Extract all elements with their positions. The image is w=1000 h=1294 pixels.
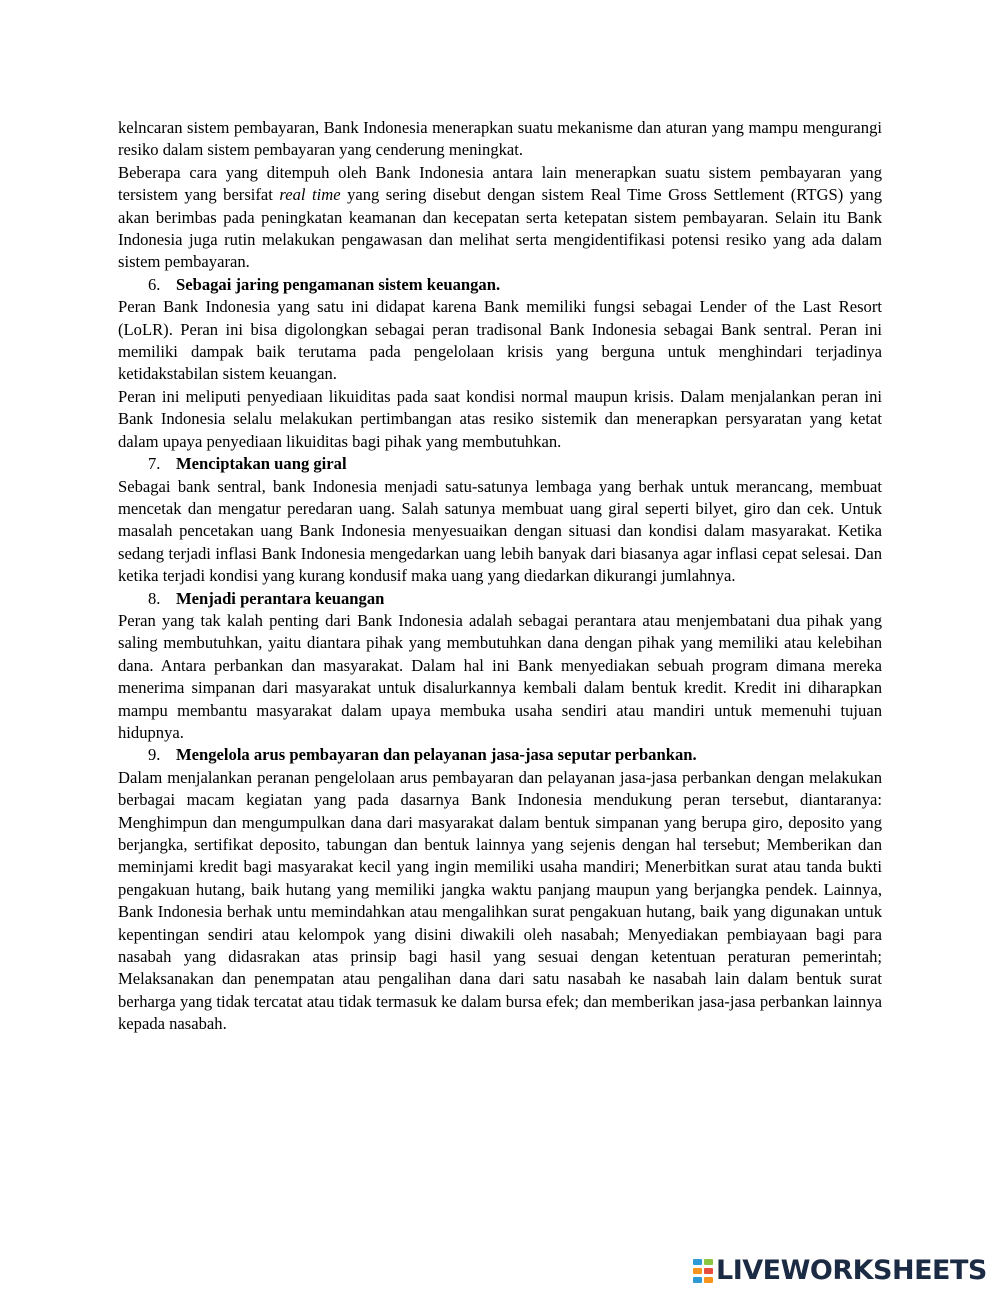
intro-paragraph-2-end: yang sering disebut dengan sistem Real Time Gross Settlement (RTGS) yang akan berimbas pada peningkatan keamanan dan kecepatan serta ketepatan sistem pembayaran. Selain itu Bank Indonesia juga rutin melakukan pengawasan dan melihat serta mengidentifikasi potensi resiko yang ada dalam sistem pembayaran. [118, 185, 882, 272]
section-9-title: Mengelola arus pembayaran dan pelayanan jasa-jasa seputar perbankan. [176, 745, 697, 765]
section-8-heading [118, 588, 882, 610]
section-6 [118, 274, 882, 453]
section-6-title: Sebagai jaring pengamanan sistem keuangan. [176, 274, 501, 294]
section-9-number: 9. [148, 745, 161, 765]
section-8 [118, 588, 882, 745]
section-9-heading [118, 744, 882, 766]
section-6-heading [118, 274, 882, 296]
section-8-number: 8. [148, 588, 161, 608]
logo-square-1 [693, 1259, 702, 1265]
document-body [118, 117, 882, 1036]
logo-square-5 [693, 1277, 702, 1283]
logo-square-2 [704, 1259, 713, 1265]
section-6-paragraph-1: Peran Bank Indonesia yang satu ini didapat karena Bank memiliki fungsi sebagai Lender of the Last Resort (LoLR). Peran ini bisa digolongkan sebagai peran tradisonal Bank Indonesia sebagai Bank sentral. Peran ini memiliki dampak baik terutama pada pengelolaan krisis yang berguna untuk menghindari terjadinya ketidakstabilan sistem keuangan. [118, 297, 882, 384]
liveworksheets-logo[interactable] [693, 1256, 987, 1286]
logo-square-6 [704, 1277, 713, 1283]
intro-paragraph-2 [118, 162, 882, 274]
section-7-number: 7. [148, 454, 161, 474]
section-8-title: Menjadi perantara keuangan [176, 588, 385, 608]
liveworksheets-logo-icon [693, 1258, 713, 1284]
liveworksheets-logo-text: LIVEWORKSHEETS [716, 1255, 987, 1286]
logo-square-3 [693, 1268, 702, 1274]
intro-paragraph-2-start: Beberapa cara yang ditempuh oleh Bank Indonesia antara lain menerapkan suatu sistem pembayaran yang tersistem yang bersifat [118, 162, 882, 205]
section-8-paragraph-1: Peran yang tak kalah penting dari Bank Indonesia adalah sebagai perantara atau menjembatani dua pihak yang saling membutuhkan, yaitu diantara pihak yang membutuhkan dana dengan pihak yang memiliki atau kelebihan dana. Antara perbankan dan masyarakat. Dalam hal ini Bank menyediakan sebuah program dimana mereka menerima simpanan dari masyarakat untuk disalurkannya kembali dalam bentuk kredit. Kredit ini diharapkan mampu membantu masyarakat dalam upaya membuka usaha sendiri atau mandiri untuk memenuhi tujuan hidupnya. [118, 610, 882, 742]
section-9 [118, 744, 882, 1035]
logo-square-4 [704, 1268, 713, 1274]
section-7-heading [118, 453, 882, 475]
section-6-number: 6. [148, 274, 161, 294]
section-7-title: Menciptakan uang giral [176, 454, 347, 474]
intro-paragraph-2-italic: real time [279, 185, 341, 205]
section-7 [118, 453, 882, 587]
section-7-paragraph-1: Sebagai bank sentral, bank Indonesia menjadi satu-satunya lembaga yang berhak untuk merancang, membuat mencetak dan mengatur peredaran uang. Salah satunya membuat uang giral seperti bilyet, giro dan cek. Untuk masalah pencetakan uang Bank Indonesia menyesuaikan dengan situasi dan kondisi dalam masyarakat. Ketika sedang terjadi inflasi Bank Indonesia mengedarkan uang lebih banyak dari biasanya agar inflasi cepat selesai. Dan ketika terjadi kondisi yang kurang kondusif maka uang yang diedarkan dikurangi jumlahnya. [118, 476, 882, 586]
intro-paragraph-1: kelncaran sistem pembayaran, Bank Indonesia menerapkan suatu mekanisme dan aturan yang mampu mengurangi resiko dalam sistem pembayaran yang cenderung meningkat. [118, 118, 882, 160]
section-6-paragraph-2: Peran ini meliputi penyediaan likuiditas pada saat kondisi normal maupun krisis. Dalam menjalankan peran ini Bank Indonesia selalu melakukan pertimbangan atas resiko sistemik dan menerapkan persyaratan yang ketat dalam upaya penyediaan likuiditas bagi pihak yang membutuhkan. [118, 386, 882, 451]
section-9-paragraph-1: Dalam menjalankan peranan pengelolaan arus pembayaran dan pelayanan jasa-jasa perbankan dengan melakukan berbagai macam kegiatan yang pada dasarnya Bank Indonesia mendukung peran tersebut, diantaranya: Menghimpun dan mengumpulkan dana dari masyarakat dalam bentuk simpanan yang berupa giro, deposito yang berjangka, sertifikat deposito, tabungan dan bentuk lainnya yang sejenis dengan hal tersebut; Memberikan dan meminjami kredit bagi masyarakat kecil yang ingin memiliki usaha mandiri; Menerbitkan surat atau tanda bukti pengakuan hutang, baik hutang yang memiliki jangka waktu panjang maupun yang berjangka pendek. Lainnya, Bank Indonesia berhak untu memindahkan atau mengalihkan surat pengakuan hutang, baik yang digunakan untuk kepentingan sendiri atau kelompok yang disini diwakili oleh nasabah; Menyediakan pembiayaan bagi para nasabah yang didasrakan atas prinsip bagi hasil yang sesuai dengan ketentuan peraturan pemerintah; Melaksanakan dan penempatan atau pengalihan dana dari satu nasabah ke nasabah lain dalam bentuk surat berharga yang tidak tercatat atau tidak termasuk ke dalam bursa efek; dan memberikan jasa-jasa perbankan lainnya kepada nasabah. [118, 767, 882, 1034]
